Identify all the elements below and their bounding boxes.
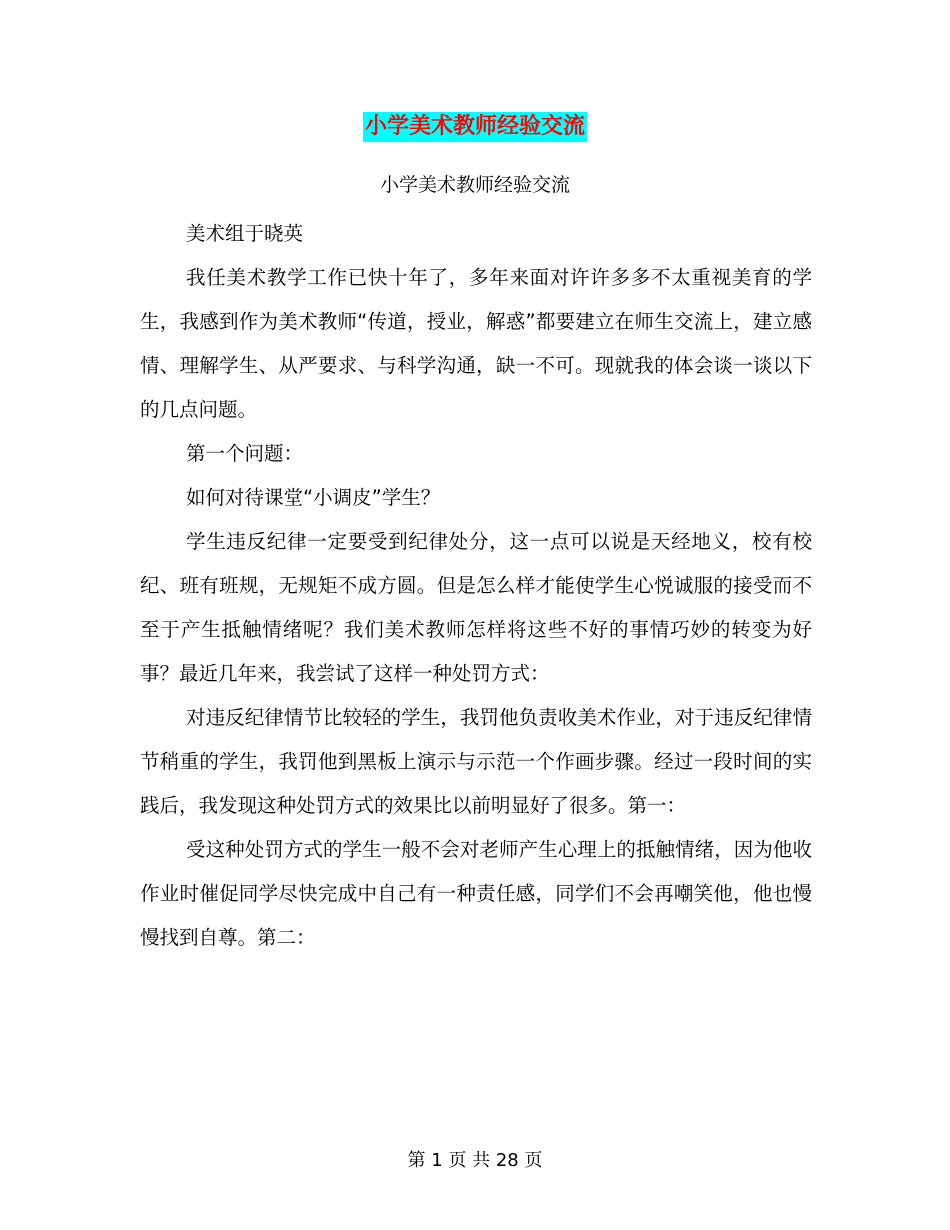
page-number-footer: 第 1 页 共 28 页 — [407, 1150, 543, 1171]
paragraph: 我任美术教学工作已快十年了，多年来面对许许多多不太重视美育的学生，我感到作为美术教师“传道，授业，解惑”都要建立在师生交流上，建立感情、理解学生、从严要求、与科学沟通，缺一不可。现就我的体会谈一谈以下的几点问题。 — [140, 266, 812, 421]
paragraph: 第一个问题： — [186, 442, 304, 465]
paragraph: 对违反纪律情节比较轻的学生，我罚他负责收美术作业，对于违反纪律情节稍重的学生，我罚他到黑板上演示与示范一个作画步骤。经过一段时间的实践后，我发现这种处罚方式的效果比以前明显好了很多。第一： — [140, 706, 812, 817]
document-title: 小学美术教师经验交流 — [363, 112, 587, 142]
paragraph: 如何对待课堂“小调皮”学生？ — [186, 486, 441, 509]
paragraph: 学生违反纪律一定要受到纪律处分，这一点可以说是天经地义，校有校纪、班有班规，无规矩不成方圆。但是怎么样才能使学生心悦诚服的接受而不至于产生抵触情绪呢？我们美术教师怎样将这些不好的事情巧妙的转变为好事？最近几年来，我尝试了这样一种处罚方式： — [140, 530, 812, 685]
document-subtitle: 小学美术教师经验交流 — [379, 174, 570, 196]
paragraph: 受这种处罚方式的学生一般不会对老师产生心理上的抵触情绪，因为他收作业时催促同学尽快完成中自己有一种责任感，同学们不会再嘲笑他，他也慢慢找到自尊。第二： — [140, 838, 812, 949]
document-body — [140, 212, 812, 960]
author-line: 美术组于晓英 — [186, 222, 304, 245]
title-wrapper — [0, 112, 950, 142]
